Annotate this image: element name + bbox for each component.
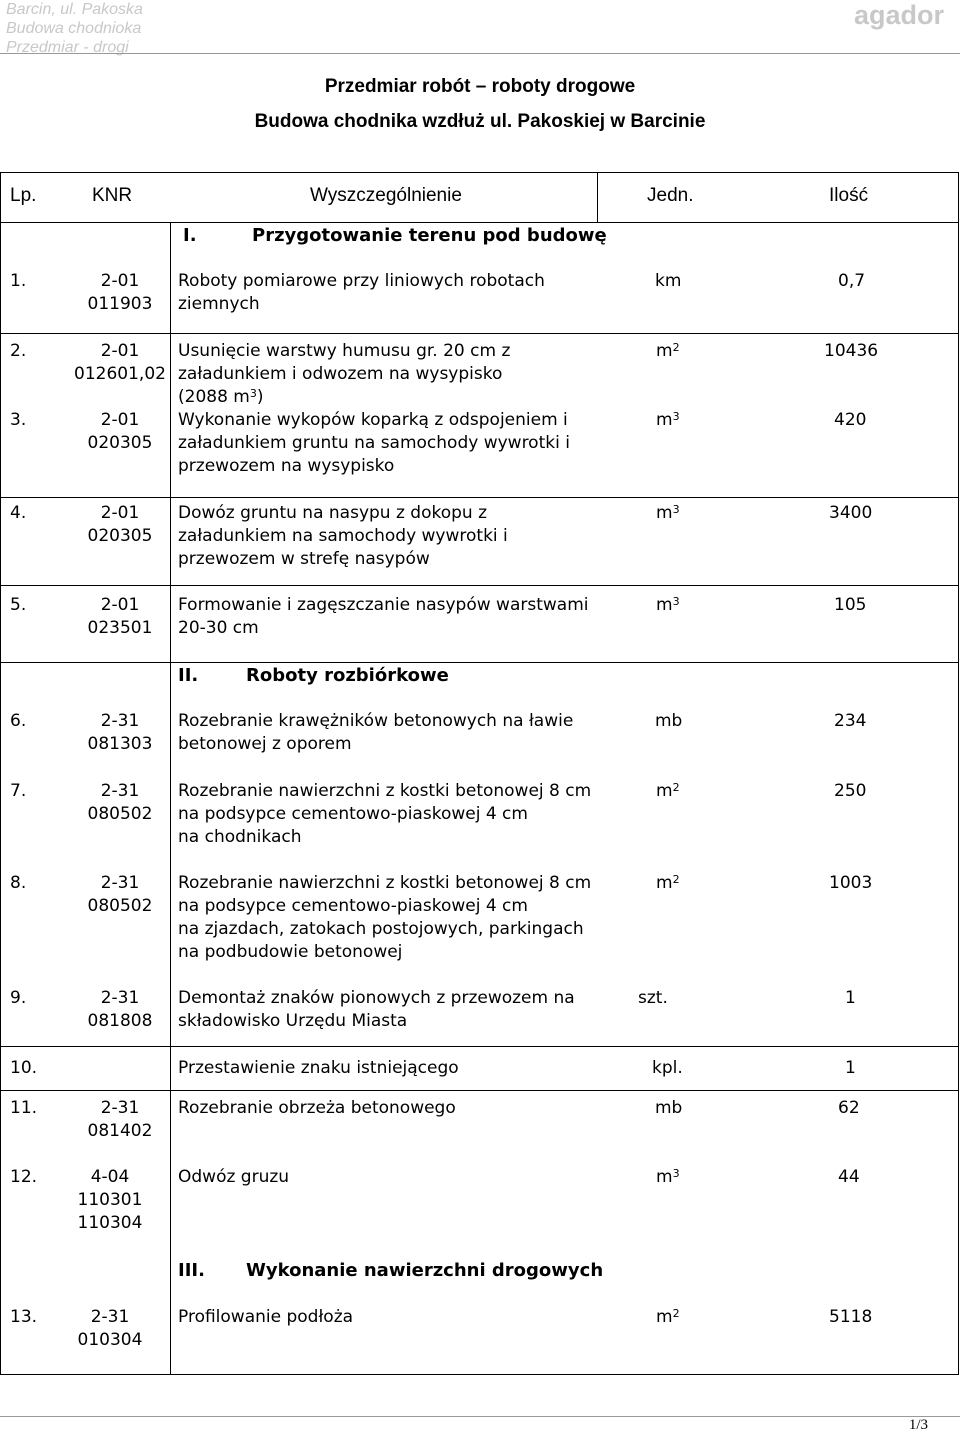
row-unit: $m^3$	[656, 595, 680, 615]
row-knr: 2-01	[100, 341, 140, 361]
row-description: 20-30 cm	[178, 618, 259, 638]
row-unit: mb	[655, 711, 683, 731]
row-unit: km	[655, 271, 682, 291]
row-separator	[0, 585, 958, 586]
row-knr-code: 081402	[87, 1121, 153, 1141]
row-description: na podsypce cementowo-piaskowej 4 cm	[178, 896, 528, 916]
row-description: betonowej z oporem	[178, 734, 352, 754]
row-lp: 11.	[10, 1098, 38, 1118]
row-description: składowisko Urzędu Miasta	[178, 1011, 408, 1031]
row-description: Rozebranie obrzeża betonowego	[178, 1098, 456, 1118]
table-top-border	[0, 172, 958, 173]
table-right-border	[958, 172, 959, 1375]
header-project: Budowa chodnioka	[6, 20, 142, 37]
row-lp: 7.	[10, 781, 27, 801]
row-knr-code: 012601,02	[74, 364, 166, 384]
row-quantity: 0,7	[838, 271, 866, 291]
column-header-quantity: Ilość	[829, 185, 869, 206]
row-knr-code: 081808	[87, 1011, 153, 1031]
row-quantity: 62	[838, 1098, 860, 1118]
column-header-description: Wyszczególnienie	[310, 185, 462, 206]
row-lp: 4.	[10, 503, 27, 523]
row-unit: $m^2$	[656, 781, 680, 801]
row-lp: 2.	[10, 341, 27, 361]
column-header-knr: KNR	[92, 185, 133, 206]
column-header-lp: Lp.	[10, 185, 37, 206]
row-knr-code: 023501	[87, 618, 153, 638]
row-unit: $m^2$	[656, 341, 680, 361]
row-description: Profilowanie podłoża	[178, 1307, 354, 1327]
row-knr-code: 110301	[77, 1190, 143, 1210]
row-knr: 2-31	[100, 873, 140, 893]
row-description: załadunkiem na samochody wywrotki i	[178, 526, 508, 546]
row-knr-code: 010304	[77, 1330, 143, 1350]
row-description: na chodnikach	[178, 827, 302, 847]
row-lp: 9.	[10, 988, 27, 1008]
row-quantity: 44	[838, 1167, 860, 1187]
page-number: 1/3	[908, 1417, 928, 1433]
row-separator	[0, 662, 958, 663]
row-unit: szt.	[638, 988, 668, 1008]
row-lp: 3.	[10, 410, 27, 430]
section-title: Wykonanie nawierzchni drogowych	[246, 1260, 604, 1281]
row-description: Usunięcie warstwy humusu gr. 20 cm z	[178, 341, 511, 361]
row-knr: 2-31	[100, 711, 140, 731]
row-description: Demontaż znaków pionowych z przewozem na	[178, 988, 575, 1008]
row-unit: $m^3$	[656, 1167, 680, 1187]
row-lp: 13.	[10, 1307, 38, 1327]
row-separator	[0, 333, 958, 334]
row-description: Roboty pomiarowe przy liniowych robotach	[178, 271, 545, 291]
row-quantity: 234	[834, 711, 867, 731]
header-location: Barcin, ul. Pakoska	[6, 1, 143, 18]
row-description: na zjazdach, zatokach postojowych, parkingach	[178, 919, 584, 939]
header-divider	[0, 53, 960, 54]
row-knr: 2-31	[100, 1098, 140, 1118]
section-number: III.	[178, 1260, 205, 1281]
section-title: Przygotowanie terenu pod budowę	[252, 225, 607, 246]
row-lp: 6.	[10, 711, 27, 731]
row-knr-code: 020305	[87, 433, 153, 453]
section-title: Roboty rozbiórkowe	[246, 665, 449, 686]
row-knr: 4-04	[90, 1167, 130, 1187]
row-quantity: 3400	[829, 503, 873, 523]
row-separator	[0, 497, 958, 498]
row-quantity: 5118	[829, 1307, 873, 1327]
row-knr: 2-01	[100, 595, 140, 615]
table-header-separator	[597, 172, 598, 222]
table-header-border	[0, 222, 958, 223]
row-description: na podsypce cementowo-piaskowej 4 cm	[178, 804, 528, 824]
row-separator	[0, 1046, 958, 1047]
row-knr: 2-01	[100, 271, 140, 291]
row-unit: mb	[655, 1098, 683, 1118]
row-description: Rozebranie krawężników betonowych na ławie	[178, 711, 574, 731]
row-description: na podbudowie betonowej	[178, 942, 403, 962]
row-knr-code: 081303	[87, 734, 153, 754]
row-unit: $m^2$	[656, 1307, 680, 1327]
row-description: Przestawienie znaku istniejącego	[178, 1058, 459, 1078]
row-description: przewozem na wysypisko	[178, 456, 395, 476]
row-unit: $m^3$	[656, 503, 680, 523]
row-knr-code: 080502	[87, 804, 153, 824]
row-description: Formowanie i zagęszczanie nasypów warstwami	[178, 595, 589, 615]
row-unit: kpl.	[652, 1058, 683, 1078]
row-quantity: 1	[845, 1058, 856, 1078]
row-quantity: 1003	[829, 873, 873, 893]
row-quantity: 420	[834, 410, 867, 430]
row-quantity: 105	[834, 595, 867, 615]
row-knr: 2-01	[100, 410, 140, 430]
row-knr-code: 080502	[87, 896, 153, 916]
row-lp: 10.	[10, 1058, 38, 1078]
row-description: Rozebranie nawierzchni z kostki betonowej 8 cm	[178, 873, 592, 893]
row-lp: 5.	[10, 595, 27, 615]
table-bottom-border	[0, 1374, 958, 1375]
row-quantity: 1	[845, 988, 856, 1008]
row-description: Rozebranie nawierzchni z kostki betonowej 8 cm	[178, 781, 592, 801]
row-description: ziemnych	[178, 294, 260, 314]
row-knr: 2-01	[100, 503, 140, 523]
row-unit: $m^3$	[656, 410, 680, 430]
row-quantity: 250	[834, 781, 867, 801]
section-number: I.	[183, 225, 197, 246]
row-knr-code: 011903	[87, 294, 153, 314]
section-number: II.	[178, 665, 199, 686]
row-knr: 2-31	[90, 1307, 130, 1327]
row-description: (2088 $m^3$)	[178, 387, 264, 407]
row-separator	[0, 1090, 958, 1091]
footer-divider	[0, 1416, 960, 1417]
row-lp: 1.	[10, 271, 27, 291]
row-knr-code: 020305	[87, 526, 153, 546]
row-description: Dowóz gruntu na nasypu z dokopu z	[178, 503, 488, 523]
row-description: Odwóz gruzu	[178, 1167, 290, 1187]
row-description: Wykonanie wykopów koparką z odspojeniem i	[178, 410, 568, 430]
brand-logo: agador	[853, 0, 944, 30]
document-subtitle: Budowa chodnika wzdłuż ul. Pakoskiej w Barcinie	[254, 111, 706, 132]
document-title: Przedmiar robót – roboty drogowe	[324, 76, 636, 97]
row-description: załadunkiem i odwozem na wysypisko	[178, 364, 503, 384]
row-knr: 2-31	[100, 988, 140, 1008]
table-left-border	[0, 172, 1, 1375]
row-lp: 12.	[10, 1167, 38, 1187]
document-header-info	[6, 0, 143, 57]
row-knr: 2-31	[100, 781, 140, 801]
row-knr-code: 110304	[77, 1213, 143, 1233]
row-unit: $m^2$	[656, 873, 680, 893]
row-description: załadunkiem gruntu na samochody wywrotki i	[178, 433, 570, 453]
row-quantity: 10436	[824, 341, 879, 361]
row-lp: 8.	[10, 873, 27, 893]
table-column-separator	[170, 222, 171, 1375]
row-description: przewozem w strefę nasypów	[178, 549, 430, 569]
header-doc-type: Przedmiar - drogi	[6, 39, 129, 56]
column-header-unit: Jedn.	[647, 185, 694, 206]
